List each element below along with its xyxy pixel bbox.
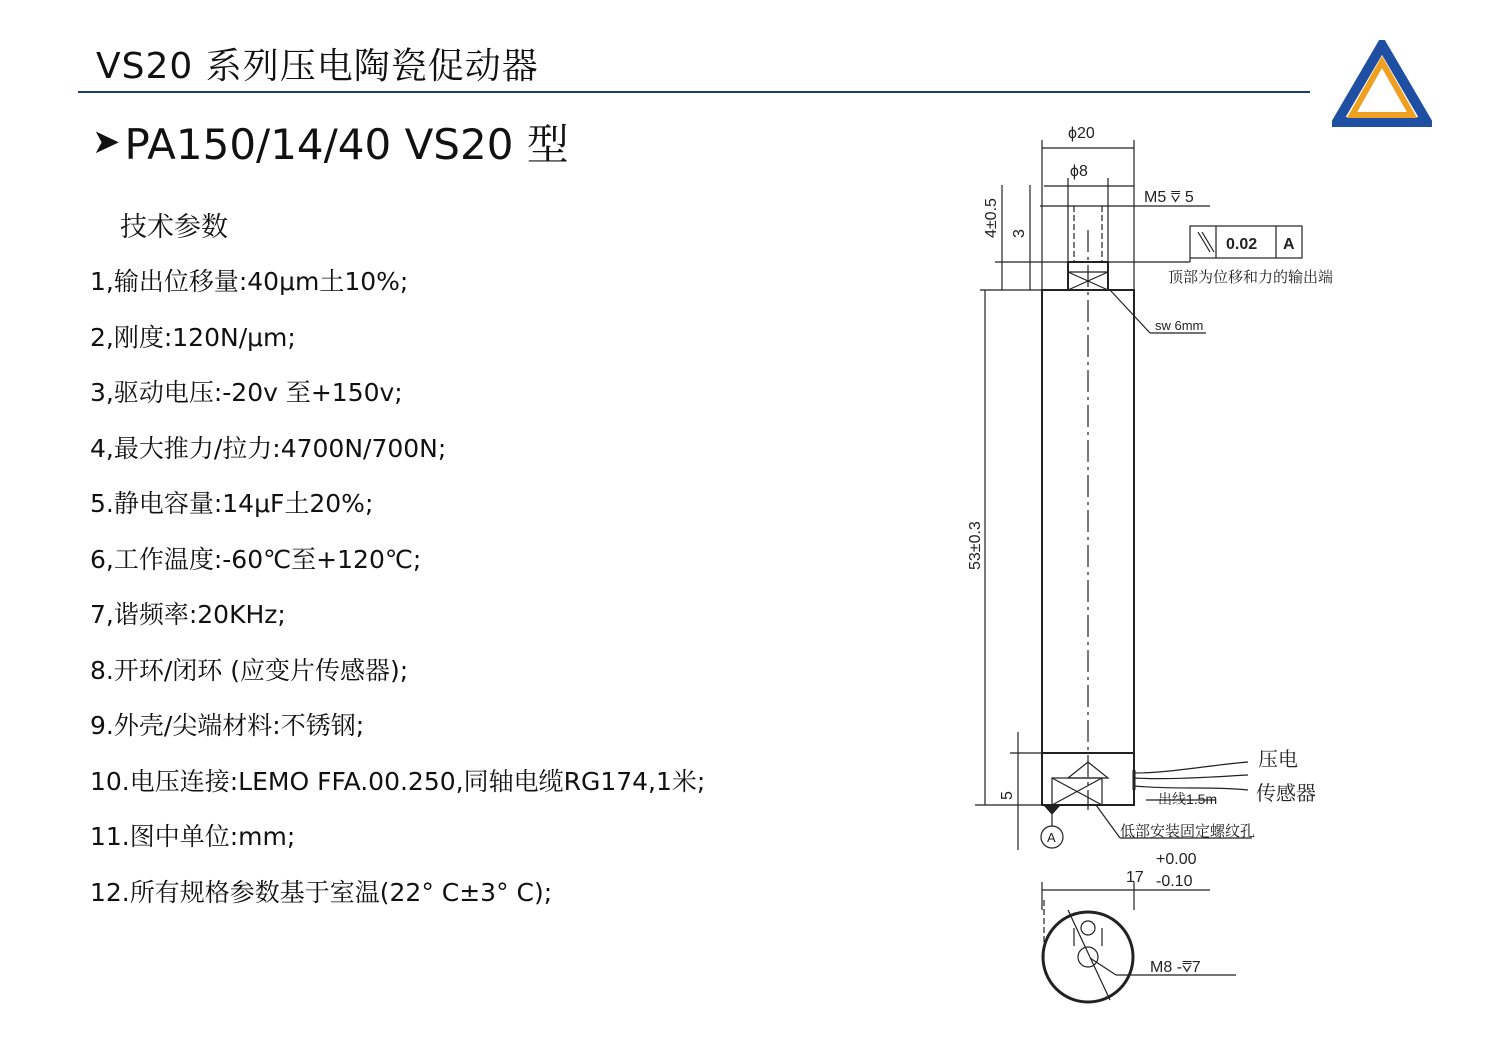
dim-top-a: 4±0.5 xyxy=(983,198,1000,238)
spec-item: 12.所有规格参数基于室温(22° C±3° C); xyxy=(90,877,553,907)
model-title-text: PA150/14/40 VS20 型 xyxy=(124,120,569,169)
dim-top-b: 3 xyxy=(1011,229,1028,238)
tolerance-datum: A xyxy=(1283,236,1295,253)
dim-outer-label: ϕ20 xyxy=(1068,125,1095,142)
spec-item: 3,驱动电压:-20v 至+150v; xyxy=(90,378,403,407)
spec-item: 10.电压连接:LEMO FFA.00.250,同轴电缆RG174,1米; xyxy=(90,766,706,796)
offset-dim: 17 xyxy=(1126,869,1144,886)
thread-top-label: M5 ⩢ 5 xyxy=(1144,189,1194,206)
spec-item: 4,最大推力/拉力:4700N/700N; xyxy=(90,433,447,463)
tol-lower: -0.10 xyxy=(1156,873,1193,890)
spec-item: 1,输出位移量:40μm土10%; xyxy=(90,267,409,296)
tolerance-value: 0.02 xyxy=(1226,236,1258,253)
sensor-label-2: 传感器 xyxy=(1256,783,1316,805)
spec-item: 7,谐频率:20KHz; xyxy=(90,600,286,629)
sw-label: sw 6mm xyxy=(1155,318,1204,333)
thread-bottom-label: M8 -⩢7 xyxy=(1150,959,1201,976)
spec-item: 6,工作温度:-60℃至+120℃; xyxy=(90,544,422,574)
bottom-mount-note: 低部安装固定螺纹孔 xyxy=(1120,823,1256,840)
top-output-note: 顶部为位移和力的输出端 xyxy=(1168,269,1334,286)
spec-list xyxy=(90,262,705,928)
datum-label: A xyxy=(1047,830,1056,845)
spec-item: 9.外壳/尖端材料:不锈钢; xyxy=(90,711,365,740)
section-title: 技术参数 xyxy=(120,212,228,243)
spec-item: 2,刚度:120N/μm; xyxy=(90,322,296,352)
spec-item: 5.静电容量:14μF土20%; xyxy=(90,489,374,518)
dim-inner-label: ϕ8 xyxy=(1070,163,1088,180)
spec-item: 8.开环/闭环 (应变片传感器); xyxy=(90,655,409,685)
length-label: 53±0.3 xyxy=(967,521,984,570)
header-divider xyxy=(78,91,1310,93)
model-heading xyxy=(92,112,569,172)
arrow-right-icon: ➤ xyxy=(92,122,121,162)
sensor-label-1: 压电 xyxy=(1258,749,1298,771)
technical-drawing xyxy=(940,110,1380,1010)
tol-upper: +0.00 xyxy=(1156,851,1197,868)
cable-label: 出线1.5m xyxy=(1158,791,1218,807)
spec-item: 11.图中单位:mm; xyxy=(90,822,296,851)
dim-bottom-label: 5 xyxy=(999,791,1016,800)
page-title: VS20 系列压电陶瓷促动器 xyxy=(96,46,539,87)
